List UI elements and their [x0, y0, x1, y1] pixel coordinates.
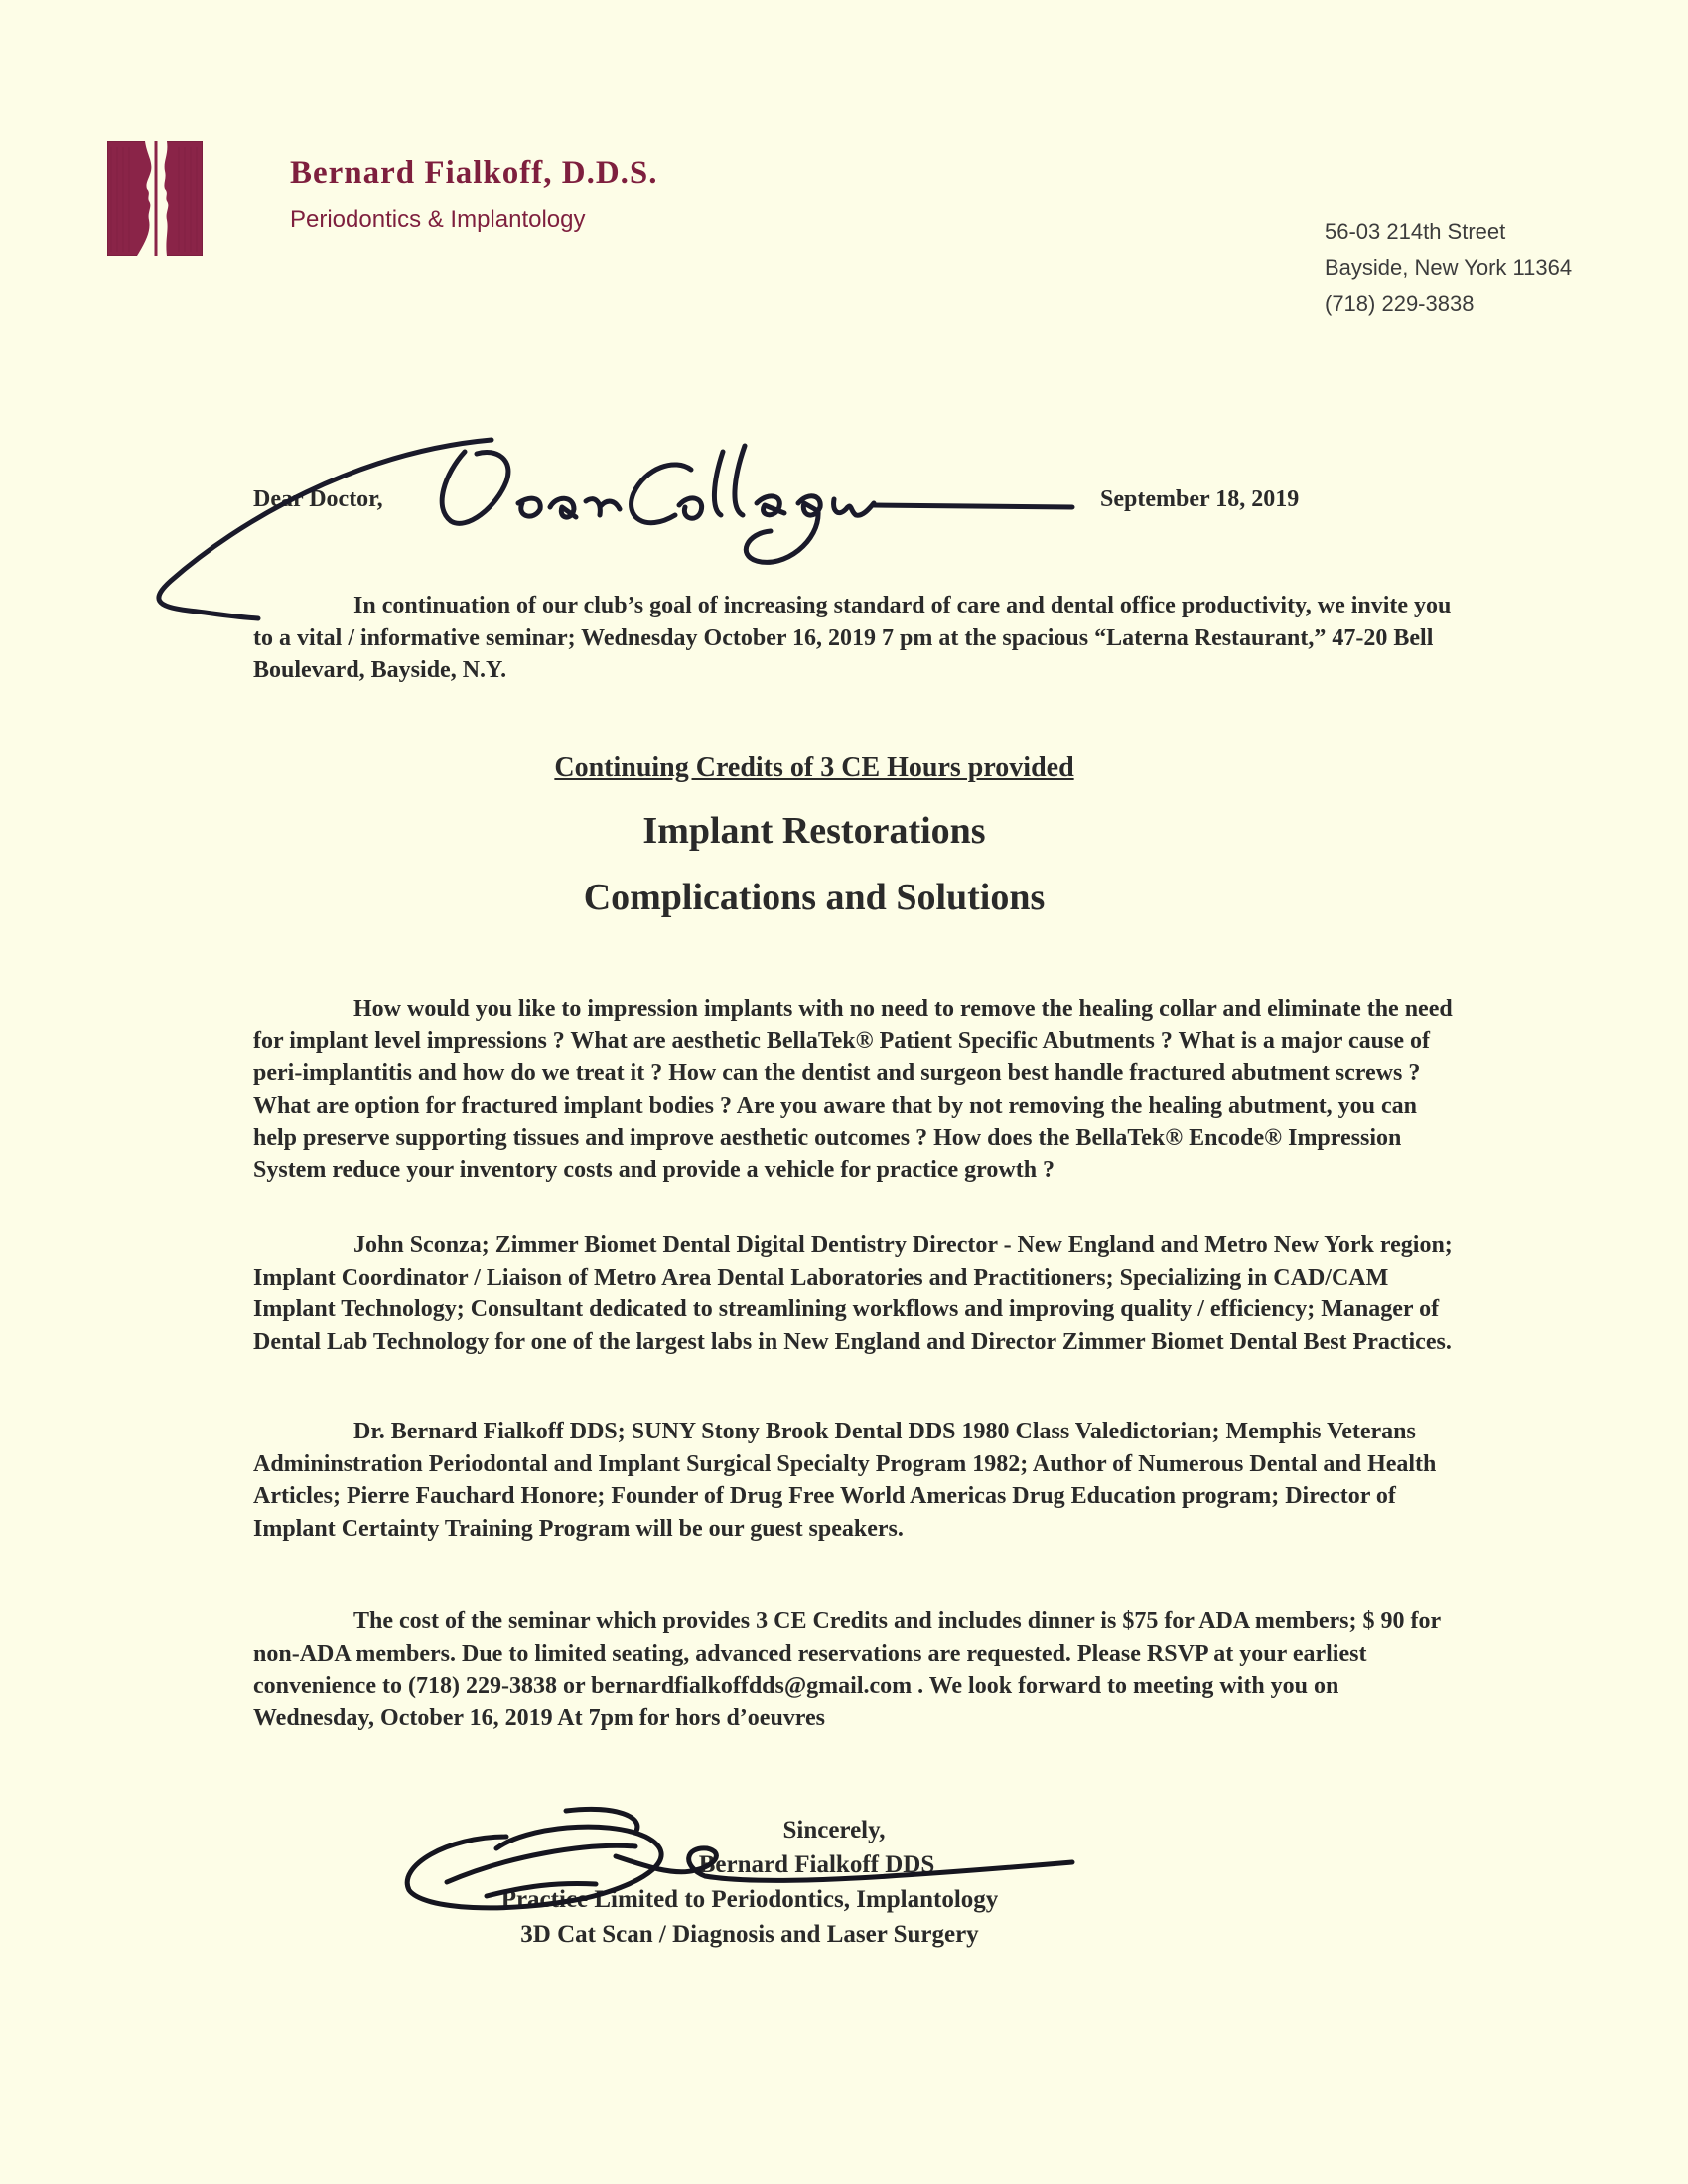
cost-paragraph: [253, 1605, 1455, 1734]
intro-paragraph: [253, 590, 1455, 687]
practice-name: Bernard Fialkoff, D.D.S.: [290, 155, 658, 191]
speaker2-text: Dr. Bernard Fialkoff DDS; SUNY Stony Brook Dental DDS 1980 Class Valedictorian; Memphis Veterans Admininstration Periodontal and Implant Surgical Specialty Program 1982; Author of Numerous Dental and Health Articles; Pierre Fauchard Honore; Founder of Drug Free World Americas Drug Education program; Director of Implant Certainty Training Program will be our guest speakers.: [253, 1419, 1437, 1542]
letter-date: September 18, 2019: [1100, 486, 1300, 512]
closing-block: [392, 1813, 1107, 1952]
speaker1-paragraph: [253, 1229, 1455, 1358]
seminar-title: Implant Restorations: [642, 810, 986, 852]
signer-title-2: 3D Cat Scan / Diagnosis and Laser Surgery: [520, 1921, 979, 1948]
speaker2-paragraph: [253, 1416, 1455, 1545]
salutation: Dear Doctor,: [253, 486, 383, 512]
signer-name: Bernard Fialkoff DDS: [698, 1851, 935, 1878]
seminar-subtitle: Complications and Solutions: [583, 877, 1046, 918]
address-phone: (718) 229-3838: [1325, 291, 1475, 316]
speaker1-text: John Sconza; Zimmer Biomet Dental Digital Dentistry Director - New England and Metro New York region; Implant Coordinator / Liaison of Metro Area Dental Laboratories and Practitioners; Specializing in CAD/CAM Implant Technology; Consultant dedicated to streamlining workflows and improving quality / efficiency; Manager of Dental Lab Technology for one of the largest labs in New England and Director Zimmer Biomet Dental Best Practices.: [253, 1232, 1453, 1355]
intro-text: In continuation of our club’s goal of increasing standard of care and dental office productivity, we invite you to a vital / informative seminar; Wednesday October 16, 2019 7 pm at the spacious “Laterna Restaurant,” 47-20 Bell Boulevard, Bayside, N.Y.: [253, 593, 1452, 683]
address-city: Bayside, New York 11364: [1325, 255, 1573, 280]
ce-credits-heading: Continuing Credits of 3 CE Hours provided: [554, 752, 1074, 783]
practice-tagline: Periodontics & Implantology: [290, 206, 586, 233]
closing-word: Sincerely,: [782, 1817, 886, 1843]
practice-address: [1325, 214, 1572, 322]
profile-faces-logo-icon: [107, 141, 203, 256]
questions-text: How would you like to impression implants with no need to remove the healing collar and eliminate the need for implant level impressions ? What are aesthetic BellaTek® Patient Specific Abutments ? What is a major cause of peri-implantitis and how do we treat it ? How can the dentist and surgeon best handle fractured abutment screws ? What are option for fractured implant bodies ? Are you aware that by not removing the healing abutment, you can help preserve supporting tissues and improve aesthetic outcomes ? How does the BellaTek® Encode® Impression System reduce your inventory costs and provide a vehicle for practice growth ?: [253, 996, 1453, 1183]
signer-title-1: Practice Limited to Periodontics, Implantology: [500, 1886, 999, 1913]
address-street: 56-03 214th Street: [1325, 219, 1506, 244]
cost-text: The cost of the seminar which provides 3 CE Credits and includes dinner is $75 for ADA members; $ 90 for non-ADA members. Due to limited seating, advanced reservations are requested. Please RSVP at your earliest convenience to (718) 229-3838 or bernardfialkoffdds@gmail.com . We look forward to meeting with you on Wednesday, October 16, 2019 At 7pm for hors d’oeuvres: [253, 1608, 1441, 1731]
questions-paragraph: [253, 993, 1455, 1186]
